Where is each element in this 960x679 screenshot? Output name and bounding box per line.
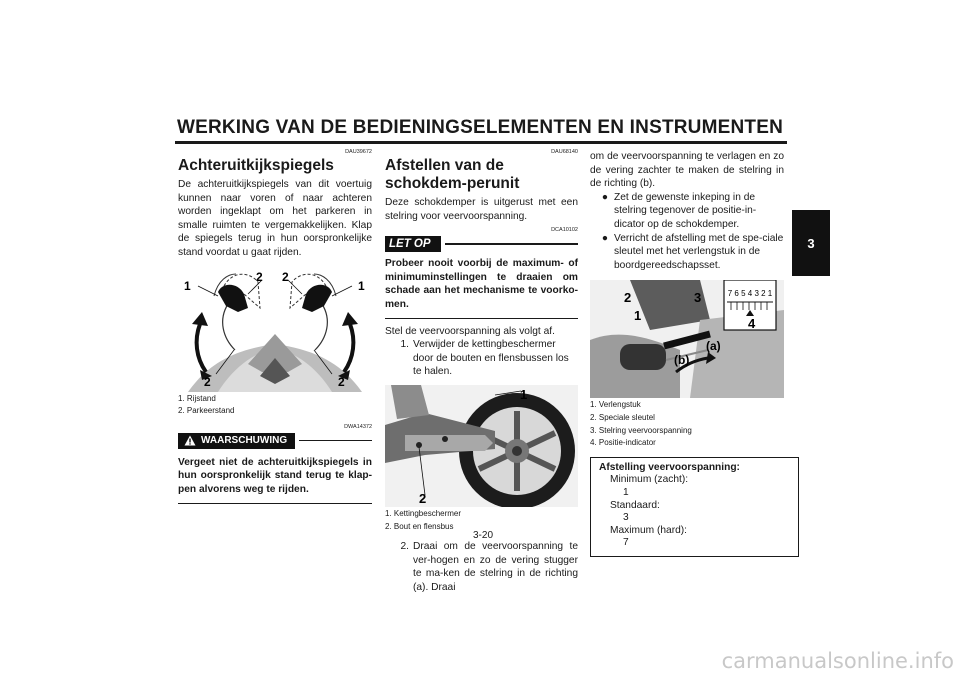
step-item <box>385 540 578 594</box>
chapter-tab: 3 <box>792 210 830 276</box>
caption: 4. Positie-indicator <box>590 438 656 448</box>
page-number: 3-20 <box>472 530 493 541</box>
spec-label: Maximum (hard): <box>610 524 687 536</box>
bullet-icon: ● <box>601 232 608 244</box>
section-body: Deze schokdemper is uitgerust met een stelring voor veervoorspanning. <box>385 197 578 222</box>
chain-guard-illustration <box>385 385 578 507</box>
notice-bar <box>385 235 578 253</box>
section-body: De achteruitkijkspiegels van dit voertuig kunnen naar voren of naar achteren worden ingeklapt om het parkeren in smalle ruimten te vergemakkelijken. Klap de spiegels terug in hun oorspronkelijke stand voordat u gaat rijden. <box>178 179 372 258</box>
figure-label: (a) <box>706 339 721 354</box>
figure-label: 2 <box>282 269 289 284</box>
notice-label: LET OP <box>385 236 441 252</box>
shock-absorber-illustration <box>590 280 784 398</box>
step-item <box>385 338 578 379</box>
divider <box>445 243 578 244</box>
bullet-item <box>590 232 784 273</box>
figure-label: 2 <box>256 269 263 284</box>
warning-code: DWA14372 <box>344 423 372 430</box>
spec-value: 1 <box>623 486 629 498</box>
spec-label: Standaard: <box>610 499 660 511</box>
notice-text: Probeer nooit voorbij de maximum- of minimuminstellingen te draaien om schade aan het mechanisme te voorko-men. <box>385 257 578 318</box>
procedure-intro: Stel de veervoorspanning als volgt af. <box>385 325 555 337</box>
figure-label: 1 <box>358 278 365 293</box>
section-heading: Afstellen van de schokdem-perunit <box>385 157 520 192</box>
figure-label: 3 <box>694 290 702 306</box>
figure-label: 1 <box>184 278 191 293</box>
left-column <box>178 148 372 510</box>
step-number: 2. <box>400 541 409 553</box>
figure-label: 1 <box>634 308 642 324</box>
figure-label: 2 <box>204 374 211 389</box>
caption: 2. Speciale sleutel <box>590 412 655 422</box>
section-heading: Achteruitkijkspiegels <box>178 157 334 174</box>
warning-text: Vergeet niet de achteruitkijkspiegels in hun oorspronkelijk stand terug te klap-pen alvorens weg te rijden. <box>178 456 372 504</box>
figure-label: 2 <box>419 490 427 506</box>
right-column <box>590 150 784 557</box>
section-code: DAU39672 <box>345 149 372 155</box>
mirror-figure <box>178 268 372 392</box>
continuation-text: om de veervoorspanning te verlagen en zo de vering zachter te maken de stelring in de richting (b). <box>590 151 784 190</box>
bullet-text: Zet de gewenste inkeping in de stelring tegenover de positie-in-dicator op de schokdemper. <box>614 191 757 230</box>
watermark[interactable]: carmanualsonline.info <box>721 649 954 673</box>
header-rule <box>175 141 787 144</box>
caption: 2. Parkeerstand <box>178 406 235 416</box>
step-number: 1. <box>400 339 409 351</box>
caption: 3. Stelring veervoorspanning <box>590 425 692 435</box>
caption: 1. Rijstand <box>178 393 216 403</box>
figure-label: 4 <box>748 316 756 332</box>
middle-column <box>385 148 578 595</box>
spec-value: 7 <box>623 537 629 549</box>
figure-label: 1 <box>520 386 528 402</box>
caption: 1. Kettingbeschermer <box>385 508 462 518</box>
shock-absorber-figure <box>590 280 784 398</box>
chain-guard-figure <box>385 385 578 507</box>
notice-code: DCA10102 <box>551 227 578 234</box>
warning-text-label: WAARSCHUWING <box>201 434 288 446</box>
warning-label <box>178 433 295 449</box>
mirror-illustration <box>178 268 372 392</box>
figure-label: (b) <box>674 353 690 368</box>
bullet-text: Verricht de afstelling met de spe-ciale sleutel met het verlengstuk in de boordgereedschapsset. <box>614 232 784 271</box>
bullet-icon: ● <box>601 191 608 203</box>
page-header: WERKING VAN DE BEDIENINGSELEMENTEN EN INSTRUMENTEN <box>176 117 784 138</box>
spec-title: Afstelling veervoorspanning: <box>599 461 740 473</box>
step-text: Verwijder de kettingbeschermer door de bouten en flensbussen los te halen. <box>413 339 569 378</box>
warning-bar <box>178 432 372 450</box>
caption: 2. Bout en flensbus <box>385 521 454 531</box>
step-text: Draai om de veervoorspanning te ver-hogen en zo de vering stugger te ma-ken de stelring in de richting (a). Draai <box>413 541 578 593</box>
spec-box <box>590 457 799 557</box>
caption: 1. Verlengstuk <box>590 400 641 410</box>
warning-triangle-icon <box>184 435 196 446</box>
section-code: DAU68140 <box>551 149 578 155</box>
spec-label: Minimum (zacht): <box>610 474 689 486</box>
divider <box>299 440 372 441</box>
figure-label: 2 <box>338 374 345 389</box>
spec-value: 3 <box>623 512 629 524</box>
figure-label: 2 <box>624 290 632 306</box>
scale-label: 7 6 5 4 3 2 1 <box>727 289 773 299</box>
bullet-item <box>590 191 784 232</box>
